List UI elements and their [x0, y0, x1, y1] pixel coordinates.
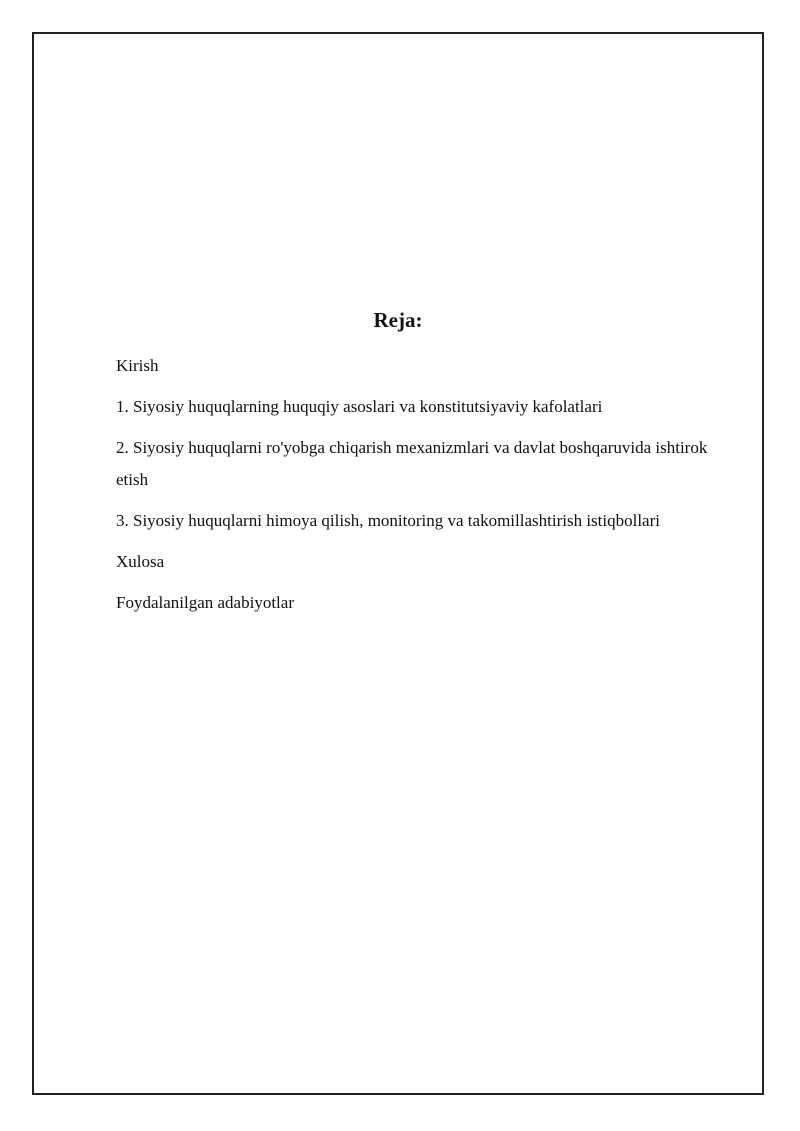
- plan-item-references: Foydalanilgan adabiyotlar: [116, 593, 294, 612]
- plan-list: [116, 350, 736, 628]
- plan-item-section-3: 3. Siyosiy huquqlarni himoya qilish, monitoring va takomillashtirish istiqbollari: [116, 511, 660, 530]
- plan-item-introduction: Kirish: [116, 356, 159, 375]
- page-border: [32, 32, 764, 1095]
- plan-item-section-1: 1. Siyosiy huquqlarning huquqiy asoslari va konstitutsiyaviy kafolatlari: [116, 397, 603, 416]
- plan-item-section-2: 2. Siyosiy huquqlarni ro'yobga chiqarish mexanizmlari va davlat boshqaruvida ishtirok etish: [116, 438, 708, 489]
- plan-title: Reja:: [373, 308, 423, 332]
- plan-item-conclusion: Xulosa: [116, 552, 165, 571]
